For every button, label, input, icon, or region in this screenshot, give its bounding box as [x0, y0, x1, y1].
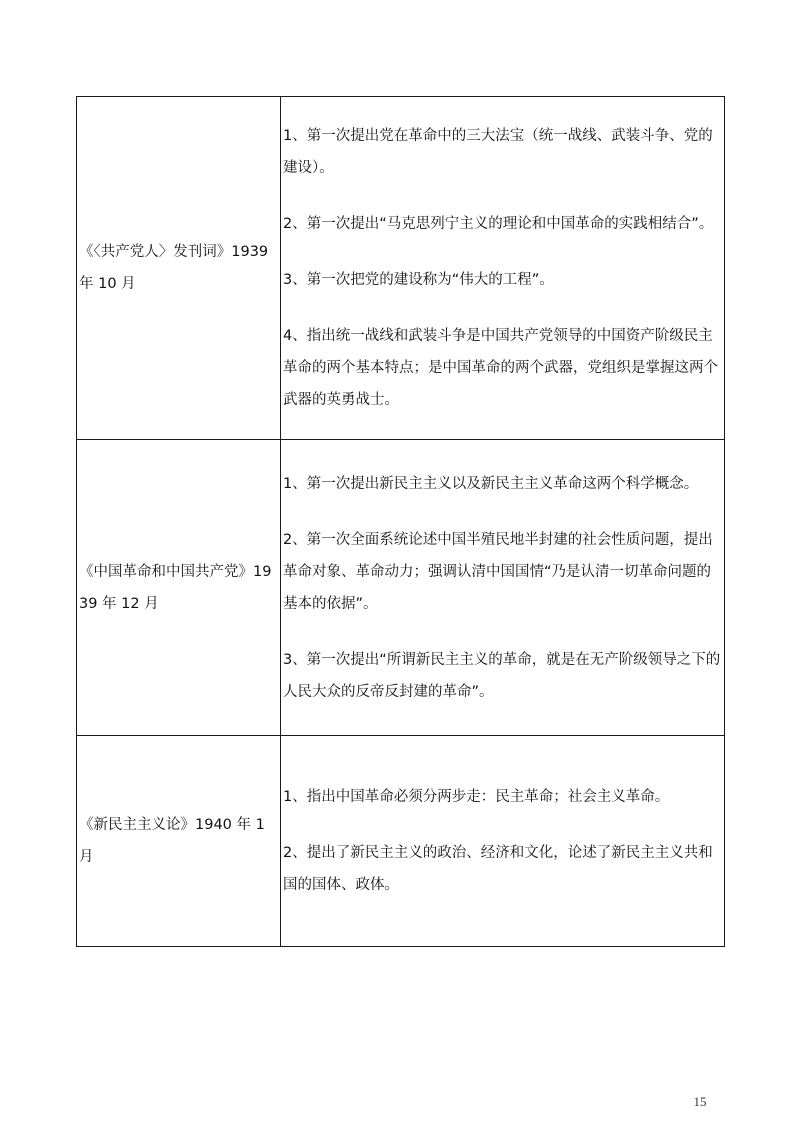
table-row — [77, 736, 725, 947]
significance-point: 1、指出中国革命必须分两步走：民主革命；社会主义革命。 — [283, 789, 670, 805]
significance-point: 3、第一次提出“所谓新民主主义的革命，就是在无产阶级领导之下的人民大众的反帝反封建的革命”。 — [283, 651, 721, 700]
significance-point: 1、第一次提出新民主主义以及新民主主义革命这两个科学概念。 — [283, 475, 699, 492]
work-title-cell — [77, 440, 281, 736]
significance-point: 2、提出了新民主主义的政治、经济和文化，论述了新民主主义共和国的国体、政体。 — [283, 845, 713, 893]
significance-cell — [281, 440, 725, 736]
work-title-cell — [77, 97, 281, 440]
document-table — [76, 96, 725, 947]
work-title: 《新民主主义论》1940 年 1 月 — [79, 817, 265, 865]
work-title: 《中国革命和中国共产党》1939 年 12 月 — [79, 563, 272, 612]
significance-point: 2、第一次提出“马克思列宁主义的理论和中国革命的实践相结合”。 — [283, 216, 714, 232]
table-row — [77, 97, 725, 440]
significance-cell — [281, 736, 725, 947]
table-row — [77, 440, 725, 736]
work-title-cell — [77, 736, 281, 947]
significance-point: 4、指出统一战线和武装斗争是中国共产党领导的中国资产阶级民主革命的两个基本特点；是中国革命的两个武器，党组织是掌握这两个武器的英勇战士。 — [283, 328, 718, 408]
page-number: 15 — [693, 1094, 707, 1109]
work-title: 《〈共产党人〉发刊词》1939年 10 月 — [79, 244, 269, 292]
significance-point: 2、第一次全面系统论述中国半殖民地半封建的社会性质问题，提出革命对象、革命动力；强调认清中国国情“乃是认清一切革命问题的基本的依据”。 — [283, 531, 713, 612]
significance-point: 3、第一次把党的建设称为“伟大的工程”。 — [283, 272, 554, 288]
significance-point: 1、第一次提出党在革命中的三大法宝（统一战线、武装斗争、党的建设）。 — [283, 128, 713, 176]
significance-cell — [281, 97, 725, 440]
